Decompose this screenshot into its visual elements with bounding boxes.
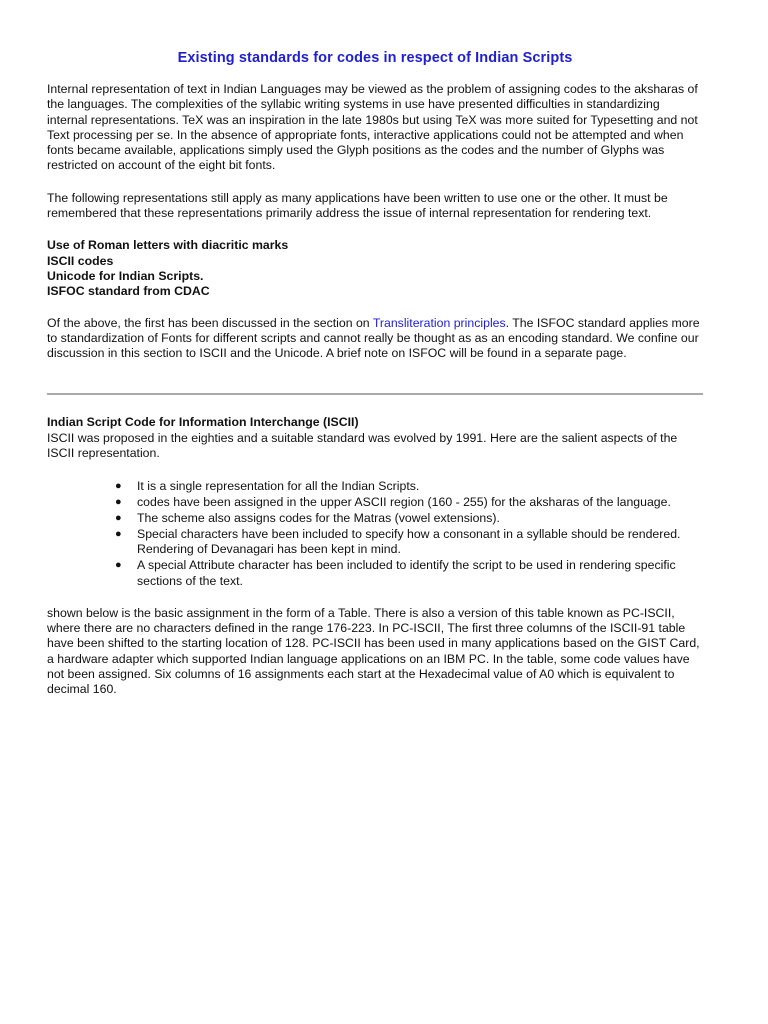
list-item [115, 479, 703, 494]
page-title: Existing standards for codes in respect of Indian Scripts [177, 50, 573, 66]
document-page [47, 50, 703, 698]
representation-iscii: ISCII codes [47, 253, 114, 268]
bullet-icon: ● [115, 528, 122, 541]
representation-unicode: Unicode for Indian Scripts. [47, 268, 204, 283]
section-divider [47, 393, 703, 395]
intro-paragraph: Internal representation of text in Indian Languages may be viewed as the problem of assigning codes to the aksharas of the languages. The complexities of the syllabic writing systems in use have presented difficulties in standardizing internal representations. TeX was an inspiration in the late 1980s but using TeX was more suited for Typesetting and not Text processing per se. In the absence of appropriate fonts, interactive applications could not be attempted and when fonts became available, applications simply used the Glyph positions as the codes and the number of Glyphs was restricted on account of the eight bit fonts. [47, 82, 698, 173]
list-item-text: codes have been assigned in the upper ASCII region (160 - 255) for the aksharas of the language. [137, 495, 671, 510]
bullet-icon: ● [115, 480, 122, 493]
list-item-text: It is a single representation for all the Indian Scripts. [137, 479, 420, 494]
list-item [115, 511, 703, 526]
paragraph-text-after-link: . The ISFOC standard applies more to standardization of Fonts for different scripts and cannot really be thought as as an encoding standard. We confine our discussion in this section to ISCII and the Unicode. A brief note on ISFOC will be found in a separate page. [47, 315, 700, 361]
discussion-scope-paragraph [47, 316, 703, 362]
bullet-icon: ● [115, 512, 122, 525]
representation-roman-diacritics: Use of Roman letters with diacritic marks [47, 238, 289, 253]
list-item [115, 495, 703, 510]
list-item [115, 558, 703, 589]
bullet-icon: ● [115, 496, 122, 509]
list-item-text: Special characters have been included to specify how a consonant in a syllable should be rendered. Rendering of Devanagari has been kept in mind. [137, 527, 681, 557]
iscii-table-description-paragraph: shown below is the basic assignment in the form of a Table. There is also a version of this table known as PC-ISCII, where there are no characters defined in the range 176-223. In PC-ISCII, The first three columns of the ISCII-91 table have been shifted to the starting location of 128. PC-ISCII has been used in many applications based on the GIST Card, a hardware adapter which supported Indian language applications on an IBM PC. In the table, some code values have not been assigned. Six columns of 16 assignments each start at the Hexadecimal value of A0 which is equivalent to decimal 160. [47, 605, 700, 697]
representation-isfoc: ISFOC standard from CDAC [47, 284, 210, 299]
transliteration-principles-link[interactable]: Transliteration principles [372, 315, 506, 330]
list-item [115, 527, 703, 558]
list-item-text: A special Attribute character has been included to identify the script to be used in rendering specific sections of the text. [137, 558, 676, 588]
iscii-section-heading: Indian Script Code for Information Interchange (ISCII) [47, 415, 359, 430]
list-item-text: The scheme also assigns codes for the Matras (vowel extensions). [137, 511, 500, 526]
representations-intro-paragraph: The following representations still apply as many applications have been written to use one or the other. It must be remembered that these representations primarily address the issue of internal representation for rendering text. [47, 190, 668, 221]
bullet-icon: ● [115, 559, 122, 572]
paragraph-text-before-link: Of the above, the first has been discussed in the section on [47, 315, 373, 330]
iscii-intro-paragraph: ISCII was proposed in the eighties and a suitable standard was evolved by 1991. Here are the salient aspects of the ISCII representation. [47, 430, 678, 461]
iscii-aspects-list [47, 479, 703, 588]
representations-list [47, 238, 703, 299]
